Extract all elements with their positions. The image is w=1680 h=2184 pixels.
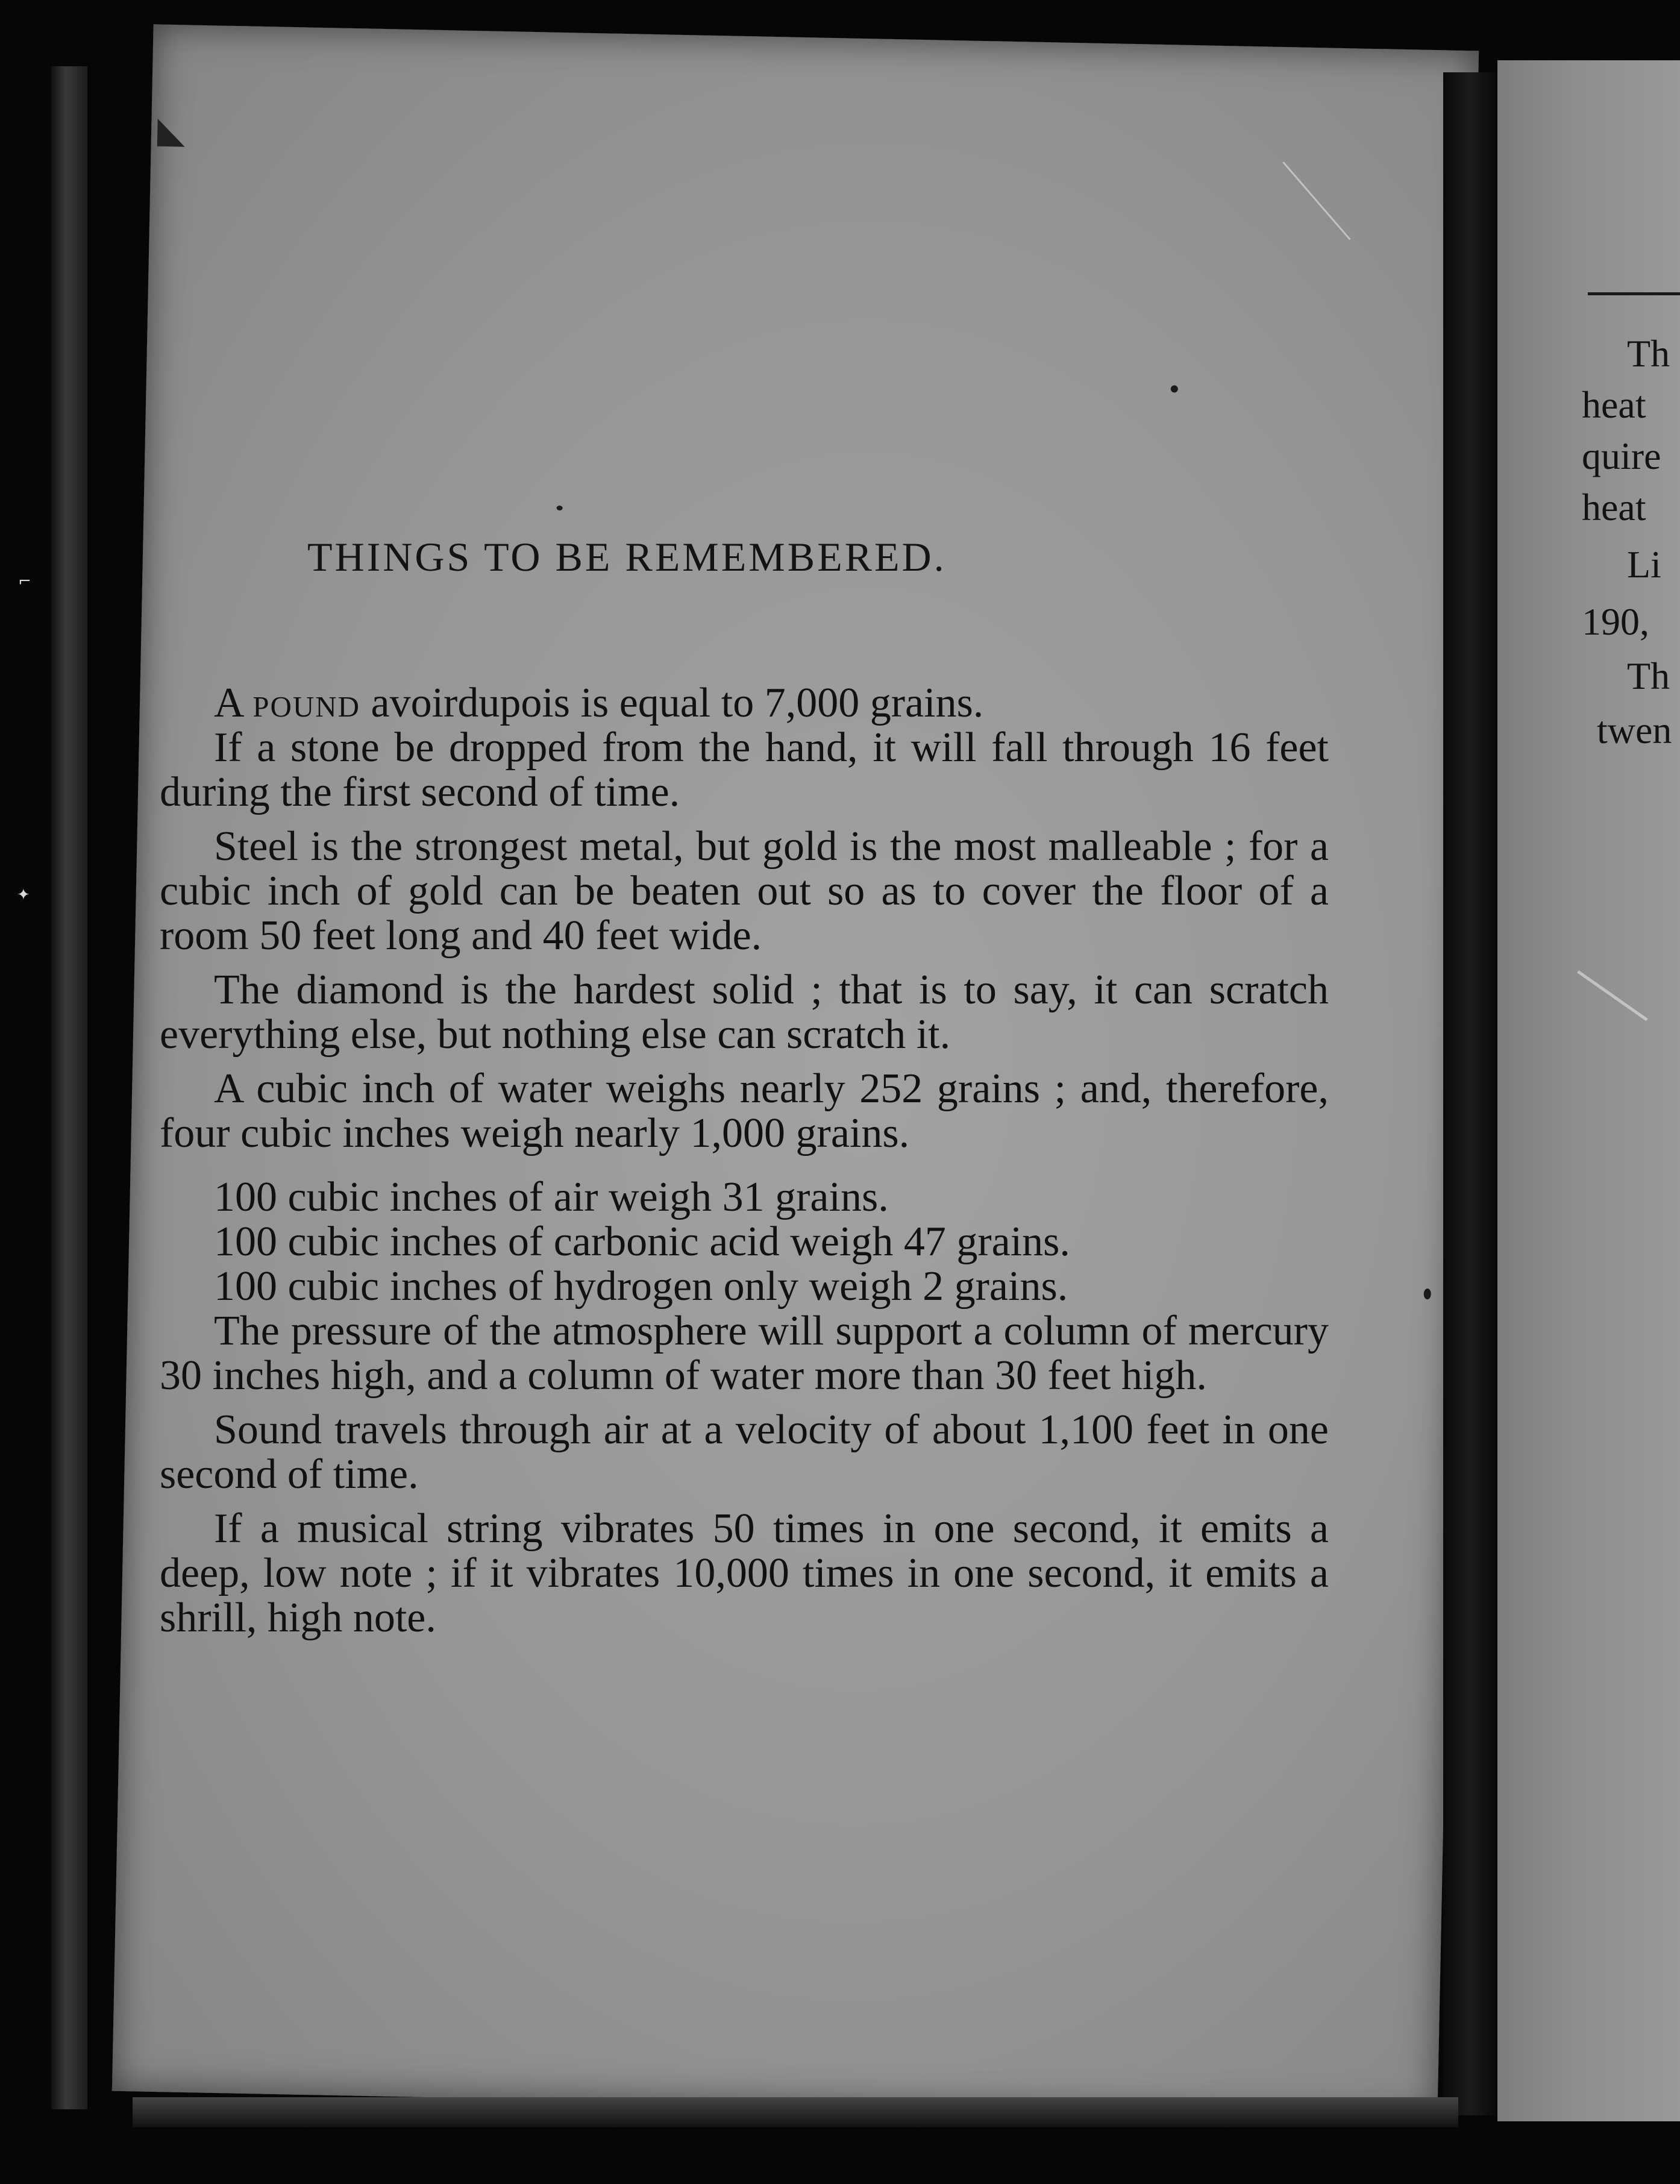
paragraph: Steel is the strongest metal, but gold is the most malleable ; for a cubic inch of gold can be beaten out so as to cover the floor of a room 50 feet long and 40 feet wide. bbox=[160, 823, 1329, 959]
adjacent-page-text: heat bbox=[1582, 383, 1646, 426]
book-gutter bbox=[1443, 72, 1497, 2115]
paragraph-smallcaps: pound bbox=[252, 680, 360, 726]
page-title: THINGS TO BE REMEMBERED. bbox=[307, 534, 947, 580]
margin-mark: ⌐ bbox=[18, 573, 31, 591]
paragraph: The pressure of the atmosphere will support a column of mercury 30 inches high, and a column of water more than 30 feet high. bbox=[160, 1308, 1329, 1399]
paragraph: 100 cubic inches of hydrogen only weigh 2 grains. bbox=[214, 1263, 1068, 1310]
margin-mark: ✦ bbox=[17, 886, 30, 904]
adjacent-page-text: 190, bbox=[1582, 600, 1649, 643]
paragraph: 100 cubic inches of carbonic acid weigh 47 grains. bbox=[214, 1219, 1070, 1265]
paper-speck bbox=[1424, 1288, 1431, 1299]
paper-speck bbox=[1171, 385, 1178, 392]
page-bottom-edge bbox=[133, 2097, 1458, 2127]
adjacent-page-rule bbox=[1588, 292, 1680, 295]
adjacent-page-text: Li bbox=[1627, 543, 1661, 586]
paragraph: A cubic inch of water weighs nearly 252 grains ; and, therefore, four cubic inches weigh nearly 1,000 grains. bbox=[160, 1065, 1329, 1156]
paper-speck bbox=[557, 506, 563, 510]
adjacent-page-text: heat bbox=[1582, 486, 1646, 529]
paragraph-text: avoirdupois is equal to 7,000 grains. bbox=[360, 680, 984, 726]
page-corner-fold: ◣ bbox=[157, 108, 186, 152]
adjacent-page bbox=[1497, 60, 1680, 2121]
adjacent-page-text: quire bbox=[1582, 435, 1661, 477]
adjacent-page-text: Th bbox=[1627, 654, 1670, 697]
paragraph: If a stone be dropped from the hand, it will fall through 16 feet during the first second of time. bbox=[160, 724, 1329, 815]
adjacent-page-text: Th bbox=[1627, 332, 1670, 375]
paragraph: Sound travels through air at a velocity of about 1,100 feet in one second of time. bbox=[160, 1407, 1329, 1498]
scan-scratch bbox=[1577, 970, 1648, 1021]
scan-scratch bbox=[1282, 162, 1350, 240]
page-body bbox=[160, 681, 1329, 1640]
adjacent-page-text: twen bbox=[1597, 709, 1672, 752]
paragraph bbox=[160, 681, 1329, 726]
left-book-spine bbox=[51, 66, 87, 2109]
paragraph: The diamond is the hardest solid ; that is to say, it can scratch everything else, but nothing else can scratch it. bbox=[160, 967, 1329, 1058]
paragraph-lead: A bbox=[214, 680, 253, 726]
paragraph: 100 cubic inches of air weigh 31 grains. bbox=[214, 1174, 889, 1220]
paragraph: If a musical string vibrates 50 times in one second, it emits a deep, low note ; if it vibrates 10,000 times in one second, it emits a shrill, high note. bbox=[160, 1505, 1329, 1641]
